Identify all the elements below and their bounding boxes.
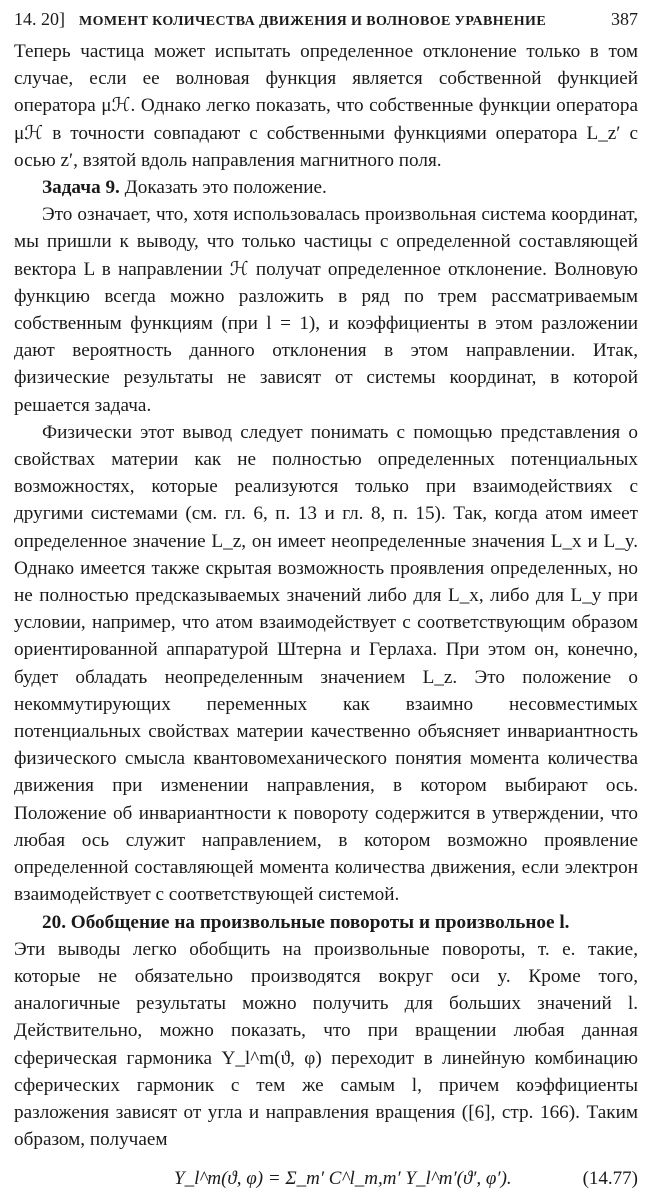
paragraph-2: Это означает, что, хотя использовалась произвольная система координат, мы пришли к выводу, что только частицы с определенной составляющей вектора L в направлении ℋ получат определенное отклонение. Волновую функцию всегда можно разложить в ряд по трем рассматриваемым собственным функциям (при l = 1), и коэффициенты в этом разложении дают вероятность данного отклонения в этом направлении. Итак, физические результаты не зависят от системы координат, в которой решается задача. bbox=[14, 204, 638, 416]
paragraph-1: Теперь частица может испытать определенное отклонение только в том случае, если ее волновая функция является собственной функцией оператора μℋ. Однако легко показать, что собственные функции оператора μℋ в точности совпадают с собственными функциями оператора L_z′ с осью z′, взятой вдоль направления магнитного поля. bbox=[14, 41, 638, 171]
task-text: Доказать это положение. bbox=[119, 177, 327, 199]
running-title: МОМЕНТ КОЛИЧЕСТВА ДВИЖЕНИЯ И ВОЛНОВОЕ УРАВНЕНИЕ bbox=[79, 14, 547, 29]
running-header bbox=[14, 6, 638, 32]
equation-14-77 bbox=[14, 1157, 638, 1199]
task-9 bbox=[14, 174, 638, 201]
section-20-heading bbox=[14, 909, 638, 936]
paragraph-3: Физически этот вывод следует понимать с помощью представления о свойствах материи как не полностью определенных потенциальных возможностях, которые реализуются только при взаимодействиях с другими системами (см. гл. 6, п. 13 и гл. 8, п. 15). Так, когда атом имеет определенное значение L_z, он имеет неопределенные значения L_x и L_y. Однако имеется также скрытая возможность проявления определенных, но не полностью предсказываемых значений либо для L_x, либо для L_y при условии, например, что атом взаимодействует с соответствующим образом ориентированной аппаратурой Штерна и Герлаха. При этом он, конечно, будет обладать неопределенным значением L_z. Это положение о некоммутирующих переменных как взаимно несовместимых потенциальных свойствах материи качественно объясняет инвариантность физического смысла квантовомеханического понятия момента количества движения при изменении направления, в котором выбирают ось. Положение об инвариантности к повороту содержится в утверждении, что любая ось служит направлением, в котором возможно проявление определенной составляющей момента количества движения, если электрон взаимодействует с соответствующей системой. bbox=[14, 421, 638, 906]
section-title: 20. Обобщение на произвольные повороты и произвольное l. bbox=[42, 911, 570, 933]
equation-body: Y_l^m(ϑ, φ) = Σ_m′ C^l_m,m′ Y_l^m′(ϑ′, φ′). bbox=[174, 1167, 512, 1189]
task-label: Задача 9. bbox=[42, 177, 120, 199]
paragraph-4: Эти выводы легко обобщить на произвольные повороты, т. е. такие, которые не обязательно производятся вокруг оси y. Кроме того, аналогичные результаты можно получить для больших значений l. Действительно, можно показать, что при вращении любая данная сферическая гармоника Y_l^m(ϑ, φ) переходит в линейную комбинацию сферических гармоник с тем же самым l, причем коэффициенты разложения зависят от угла и направления вращения ([6], стр. 166). Таким образом, получаем bbox=[14, 938, 638, 1151]
book-page bbox=[14, 6, 638, 1189]
page-number: 387 bbox=[611, 9, 638, 29]
equation-number: (14.77) bbox=[582, 1167, 638, 1189]
section-number: 14. 20] bbox=[14, 9, 65, 29]
